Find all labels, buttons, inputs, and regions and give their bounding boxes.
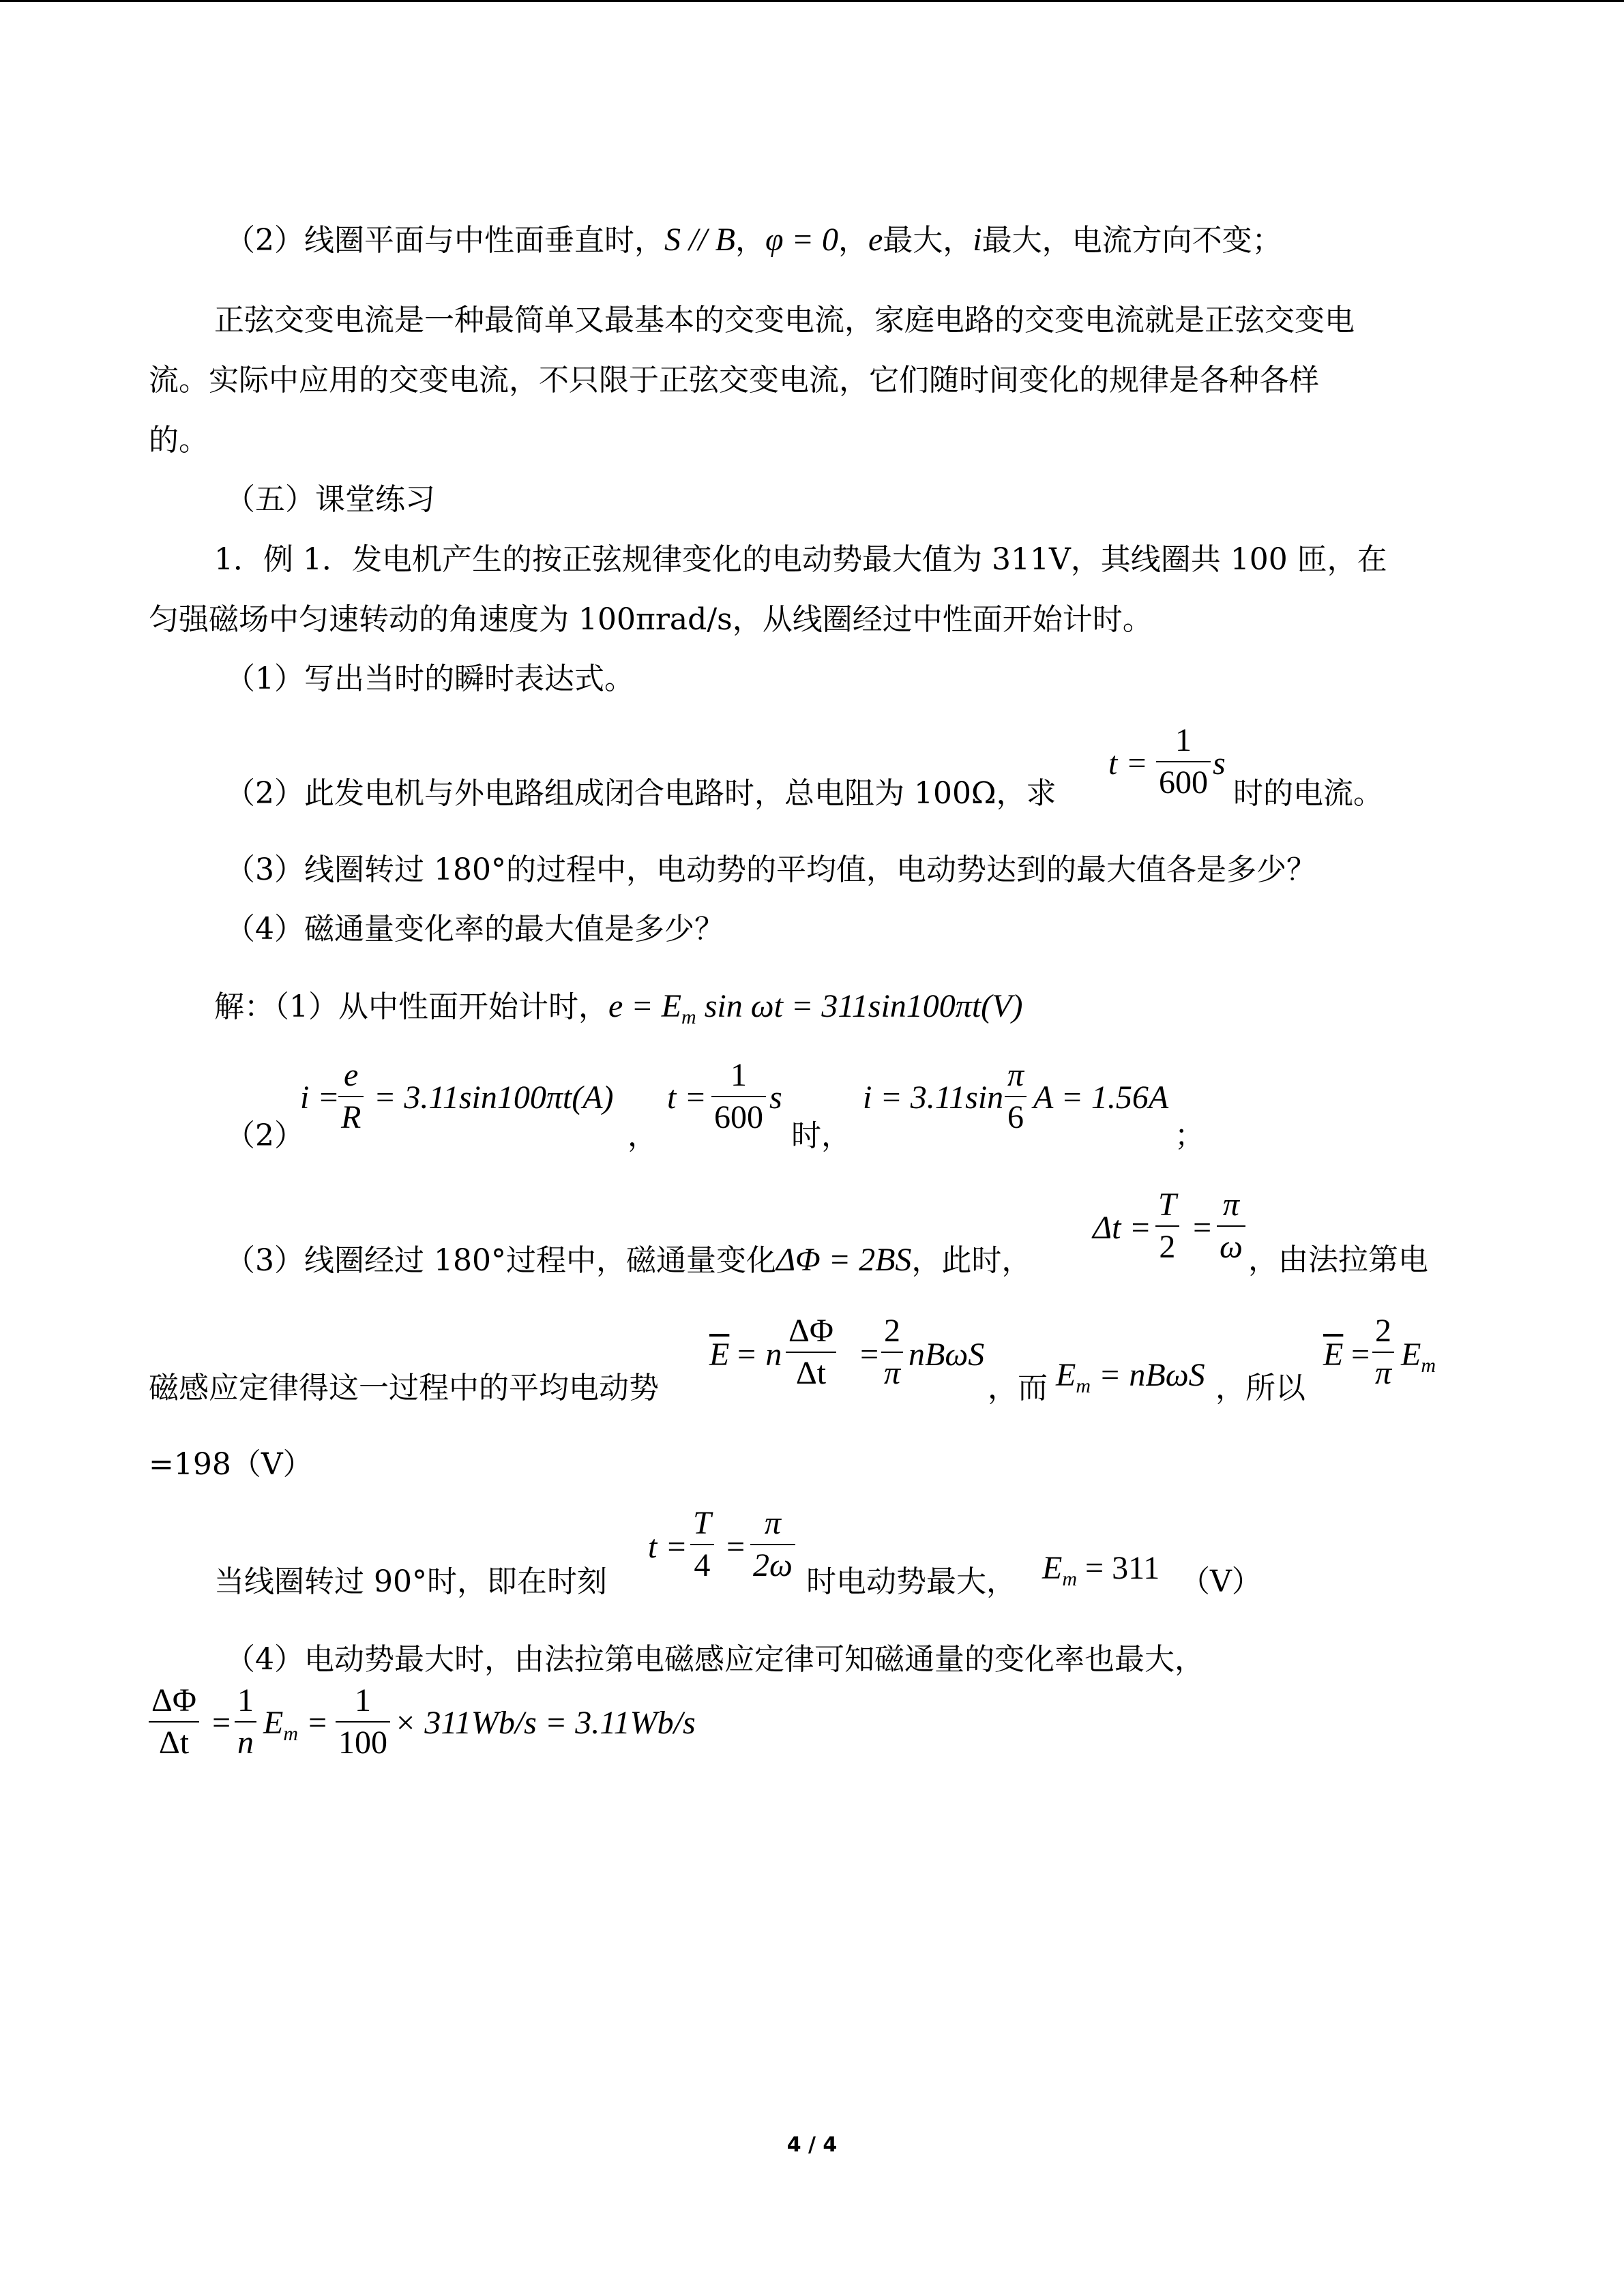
s3-dt-equals: Δt = (1093, 1210, 1151, 1246)
s6-equals: = (724, 1529, 747, 1565)
fraction-2-over-pi (881, 1311, 903, 1394)
fraction-denominator: R (341, 1099, 361, 1135)
fraction-denominator: 2 (1159, 1229, 1176, 1265)
s4-equals: = (858, 1337, 881, 1373)
s2-comma: ， (628, 1118, 658, 1153)
formula-i: i (973, 222, 982, 258)
fraction-denominator: 6 (1007, 1099, 1024, 1135)
fraction-numerator: π (1005, 1055, 1027, 1097)
fraction-1-over-100 (336, 1680, 390, 1763)
fraction-numerator: 2 (1372, 1311, 1394, 1353)
formula-delta-phi: ΔΦ = 2BS (776, 1242, 912, 1278)
fraction-2-over-pi-b (1372, 1311, 1394, 1394)
fraction-denominator: ω (1220, 1229, 1243, 1265)
fraction-numerator: 1 (1156, 720, 1211, 762)
example1-line1: 1．例 1．发电机产生的按正弦规律变化的电动势最大值为 311V，其线圈共 100 匝，在 (214, 542, 1387, 577)
formula-e-eq-em: e = E (608, 988, 682, 1024)
fraction-denominator: Δt (795, 1355, 827, 1391)
solution-1-text: 解：（1）从中性面开始计时， (214, 989, 608, 1024)
question-4: （4）磁通量变化率的最大值是多少？ (225, 912, 724, 946)
s6-unit-v: （V） (1180, 1564, 1262, 1599)
solution-3 (225, 1240, 1031, 1281)
solution-3-tail: ，由法拉第电 (1248, 1242, 1428, 1277)
fraction-e-over-r (338, 1055, 364, 1138)
section-heading-practice: （五）课堂练习 (225, 482, 435, 517)
fraction-denominator: 4 (694, 1547, 711, 1583)
s4-so: ，所以 (1215, 1371, 1305, 1405)
fraction-dphi-over-dt (786, 1311, 836, 1394)
fraction-numerator: 1 (235, 1680, 256, 1723)
fraction-denominator: n (237, 1725, 254, 1761)
solution-1 (214, 986, 1022, 1038)
s2-t-equals: t = (667, 1079, 707, 1116)
s2-i-equals: i = (300, 1079, 340, 1116)
s2-end: ； (1175, 1118, 1205, 1153)
text-max: 最大， (883, 223, 973, 258)
formula-sin-wt: sin ωt = 311sin100πt(V) (696, 988, 1023, 1024)
s2-time-text: 时， (791, 1118, 851, 1153)
em-e: E (1056, 1357, 1076, 1393)
fraction-denominator: 2ω (753, 1547, 793, 1583)
subscript-m: m (681, 1006, 696, 1028)
q2-t-equals: t = (1108, 745, 1148, 781)
subscript-m: m (1062, 1568, 1077, 1590)
s8-equals-1: = (210, 1705, 233, 1741)
fraction-numerator: 2 (881, 1311, 903, 1353)
fraction-denominator: π (1375, 1355, 1392, 1391)
s2-result: A = 1.56A (1033, 1079, 1169, 1116)
s4-nbws: nBωS (909, 1337, 985, 1373)
equals: = (298, 1705, 329, 1741)
s4-and: ，而 (988, 1371, 1048, 1405)
fraction-numerator: e (338, 1055, 364, 1097)
em-e: E (263, 1705, 284, 1741)
subscript-m: m (1076, 1375, 1091, 1397)
s4-e-bar (709, 1335, 729, 1375)
em-tail: = nBωS (1091, 1357, 1205, 1393)
fraction-1-over-600 (1156, 720, 1211, 803)
fraction-t-over-2 (1155, 1184, 1179, 1268)
formula-e: e (868, 222, 883, 258)
s3-equals: = (1191, 1210, 1213, 1246)
fraction-denominator: 600 (1159, 764, 1208, 801)
formula-s-parallel-b: S // B (664, 222, 735, 258)
fraction-numerator: 1 (336, 1680, 390, 1723)
em-e: E (1042, 1550, 1063, 1586)
fraction-numerator: ΔΦ (149, 1680, 199, 1723)
formula-phi-zero: φ = 0 (765, 222, 838, 258)
paragraph-sine-line1: 正弦交变电流是一种最简单又最基本的交变电流，家庭电路的交变电流就是正弦交变电 (214, 303, 1355, 338)
page-number: 4 / 4 (786, 2133, 838, 2157)
e-average: $\overline{E}$ (709, 1337, 730, 1373)
solution-198v: =198（V） (149, 1447, 313, 1482)
q2-unit-s: s (1213, 745, 1226, 781)
solution-7: （4）电动势最大时，由法拉第电磁感应定律可知磁通量的变化率也最大， (225, 1642, 1205, 1677)
fraction-denominator: π (884, 1355, 901, 1391)
comma: ， (735, 223, 765, 258)
text-max-direction: 最大，电流方向不变； (981, 223, 1282, 258)
e-average: $\overline{E}$ (1323, 1337, 1344, 1373)
solution-4-text: 磁感应定律得这一过程中的平均电动势 (149, 1371, 659, 1405)
s4-em-2 (1401, 1335, 1436, 1386)
fraction-numerator: π (750, 1503, 795, 1545)
paragraph-sine-line2: 流。实际中应用的交变电流，不只限于正弦交变电流，它们随时间变化的规律是各种各样 (149, 363, 1319, 398)
solution-3-text: （3）线圈经过 180°过程中，磁通量变化 (225, 1243, 776, 1278)
solution-6-text: 当线圈转过 90°时，即在时刻 (214, 1564, 607, 1599)
fraction-pi-over-omega (1217, 1184, 1245, 1268)
s8-result: × 311Wb/s = 3.11Wb/s (394, 1705, 696, 1741)
question-3: （3）线圈转过 180°的过程中，电动势的平均值，电动势达到的最大值各是多少？ (225, 852, 1316, 887)
s4-e-bar-2 (1323, 1335, 1343, 1375)
text-coil-vertical: （2）线圈平面与中性面垂直时， (225, 223, 664, 258)
s8-em (263, 1703, 328, 1755)
fraction-denominator: 600 (714, 1099, 763, 1135)
em-tail: = 311 (1077, 1550, 1160, 1586)
s4-em-formula (1056, 1355, 1205, 1407)
fraction-pi-over-2omega (750, 1503, 795, 1586)
s6-t-equals: t = (648, 1529, 688, 1565)
fraction-dphi-over-dt-2 (149, 1680, 199, 1763)
s4-equals-n: = n (735, 1337, 782, 1373)
solution-2-label: （2） (225, 1118, 304, 1153)
s2-current-expr: = 3.11sin100πt(A) (374, 1079, 614, 1116)
fraction-denominator: Δt (158, 1725, 190, 1761)
question-2 (225, 773, 1056, 814)
line-coil-vertical (225, 220, 1282, 261)
s6-em-311 (1042, 1548, 1160, 1600)
s2-i-value: i = 3.11sin (863, 1079, 1004, 1116)
fraction-1-over-n (235, 1680, 256, 1763)
question-2-text: （2）此发电机与外电路组成闭合电路时，总电阻为 100Ω，求 (225, 776, 1057, 811)
page-top-border (0, 0, 1624, 2)
subscript-m: m (1421, 1354, 1436, 1377)
question-2-tail: 时的电流。 (1233, 776, 1383, 811)
subscript-m: m (283, 1723, 298, 1745)
em-e: E (1401, 1337, 1421, 1373)
fraction-numerator: 1 (711, 1055, 766, 1097)
fraction-denominator: 100 (338, 1725, 387, 1761)
question-1: （1）写出当时的瞬时表达式。 (225, 661, 634, 696)
fraction-numerator: T (690, 1503, 714, 1545)
comma: ， (838, 223, 868, 258)
s4-equals-2: = (1349, 1337, 1372, 1373)
paragraph-sine-line3: 的。 (149, 423, 209, 458)
s2-unit-s: s (769, 1079, 782, 1116)
s6-tail: 时电动势最大， (806, 1564, 1016, 1599)
solution-3-mid: ，此时， (911, 1243, 1032, 1278)
fraction-numerator: π (1217, 1184, 1245, 1227)
fraction-t-over-4 (690, 1503, 714, 1586)
fraction-numerator: ΔΦ (786, 1311, 836, 1353)
fraction-numerator: T (1155, 1184, 1179, 1227)
example1-line2: 匀强磁场中匀速转动的角速度为 100πrad/s，从线圈经过中性面开始计时。 (149, 602, 1153, 637)
fraction-pi-over-6 (1005, 1055, 1027, 1138)
fraction-1-over-600-b (711, 1055, 766, 1138)
